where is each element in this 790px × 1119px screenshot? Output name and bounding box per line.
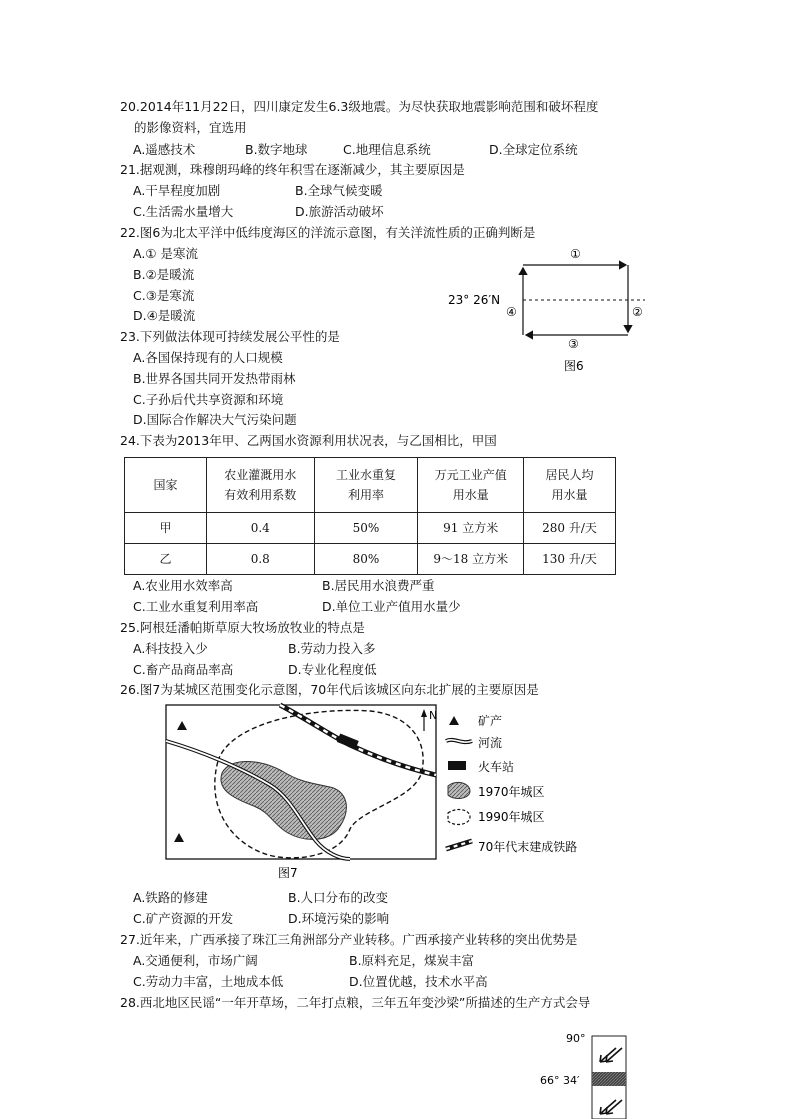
q22-option-b: B.②是暖流 <box>133 267 195 282</box>
q21-option-c: C.生活需水量增大 <box>133 204 234 219</box>
wind-belt-band <box>592 1072 626 1086</box>
current-1-label: ① <box>570 247 581 261</box>
q26-option-d: D.环境污染的影响 <box>288 911 390 926</box>
latitude-90-label: 90° <box>566 1032 586 1045</box>
q21-option-b: B.全球气候变暖 <box>295 183 383 198</box>
q23-option-b: B.世界各国共同开发热带雨林 <box>133 371 296 386</box>
figure-7-urban-map <box>160 701 600 887</box>
q24-option-a: A.农业用水效率高 <box>133 578 233 593</box>
q23-option-d: D.国际合作解决大气污染问题 <box>133 412 297 427</box>
q20-option-c: C.地理信息系统 <box>343 142 431 157</box>
legend-mine-icon <box>449 716 459 725</box>
q22-option-a: A.① 是寒流 <box>133 246 198 261</box>
q24-option-c: C.工业水重复利用率高 <box>133 599 259 614</box>
q26-option-a: A.铁路的修建 <box>133 890 208 905</box>
q25-option-b: B.劳动力投入多 <box>288 641 376 656</box>
header-irrigation: 农业灌溉用水 有效利用系数 <box>206 458 314 513</box>
q25-option-a: A.科技投入少 <box>133 641 208 656</box>
q24-option-d: D.单位工业产值用水量少 <box>322 599 461 614</box>
q22-option-d: D.④是暖流 <box>133 308 196 323</box>
current-2-label: ② <box>632 305 643 319</box>
table-cell: 50% <box>314 513 418 544</box>
q25-option-d: D.专业化程度低 <box>288 662 377 677</box>
map-legend <box>446 713 577 854</box>
header-country: 国家 <box>125 458 207 513</box>
table-row <box>125 544 616 575</box>
legend-station-label: 火车站 <box>478 760 515 774</box>
table-cell: 甲 <box>125 513 207 544</box>
q22-option-c: C.③是寒流 <box>133 288 195 303</box>
table-cell: 9～18 立方米 <box>418 544 524 575</box>
q21-option-a: A.干旱程度加剧 <box>133 183 221 198</box>
current-3-label: ③ <box>568 337 579 351</box>
q21-stem: 21.据观测，珠穆朗玛峰的终年积雪在逐渐减少，其主要原因是 <box>120 162 465 177</box>
latitude-6634-label: 66° 34′ <box>540 1074 580 1087</box>
q25-option-c: C.畜产品商品率高 <box>133 662 234 677</box>
q23-option-c: C.子孙后代共享资源和环境 <box>133 392 284 407</box>
q27-option-d: D.位置优越，技术水平高 <box>349 974 488 989</box>
header-industrial-reuse: 工业水重复 利用率 <box>314 458 418 513</box>
header-resident-water: 居民人均 用水量 <box>524 458 616 513</box>
legend-urban-1990-icon <box>448 810 470 825</box>
table-cell: 91 立方米 <box>418 513 524 544</box>
q24-stem: 24.下表为2013年甲、乙两国水资源利用状况表，与乙国相比，甲国 <box>120 433 497 448</box>
water-resources-table <box>124 457 616 575</box>
q20-option-d: D.全球定位系统 <box>489 142 578 157</box>
q26-option-b: B.人口分布的改变 <box>288 890 389 905</box>
q27-stem: 27.近年来，广西承接了珠江三角洲部分产业转移。广西承接产业转移的突出优势是 <box>120 932 578 947</box>
compass-label: N <box>429 709 438 722</box>
table-cell: 80% <box>314 544 418 575</box>
table-row <box>125 513 616 544</box>
table-cell: 130 升/天 <box>524 544 616 575</box>
legend-urban-1970-icon <box>448 782 470 798</box>
table-cell: 乙 <box>125 544 207 575</box>
figure-7-caption: 图7 <box>278 866 298 880</box>
q23-option-a: A.各国保持现有的人口规模 <box>133 350 283 365</box>
current-4-label: ④ <box>506 305 517 319</box>
q26-stem: 26.图7为某城区范围变化示意图，70年代后该城区向东北扩展的主要原因是 <box>120 682 539 697</box>
legend-railway-label: 70年代末建成铁路 <box>478 840 578 854</box>
q27-option-c: C.劳动力丰富，土地成本低 <box>133 974 284 989</box>
q24-option-b: B.居民用水浪费严重 <box>322 578 435 593</box>
q20-stem-line2: 的影像资料，宜选用 <box>134 120 247 135</box>
q26-option-c: C.矿产资源的开发 <box>133 911 234 926</box>
q27-option-a: A.交通便利，市场广阔 <box>133 953 258 968</box>
legend-urban-1970-label: 1970年城区 <box>478 785 545 799</box>
table-cell: 0.8 <box>206 544 314 575</box>
q20-option-b: B.数字地球 <box>245 142 308 157</box>
legend-railway-icon <box>446 841 472 849</box>
q20-stem-line1: 20.2014年11月22日，四川康定发生6.3级地震。为尽快获取地震影响范围和破坏程度 <box>120 99 599 114</box>
legend-river-label: 河流 <box>478 736 503 750</box>
q22-stem: 22.图6为北太平洋中低纬度海区的洋流示意图，有关洋流性质的正确判断是 <box>120 225 536 240</box>
q25-stem: 25.阿根廷潘帕斯草原大牧场放牧业的特点是 <box>120 620 365 635</box>
legend-urban-1990-label: 1990年城区 <box>478 810 545 824</box>
legend-station-icon <box>448 761 466 770</box>
table-cell: 0.4 <box>206 513 314 544</box>
q23-stem: 23.下列做法体现可持续发展公平性的是 <box>120 329 340 344</box>
header-industrial-output-water: 万元工业产值 用水量 <box>418 458 524 513</box>
table-cell: 280 升/天 <box>524 513 616 544</box>
figure-latitude-strip <box>540 1028 640 1119</box>
legend-mine-label: 矿产 <box>478 714 503 728</box>
q21-option-d: D.旅游活动破坏 <box>295 204 384 219</box>
figure-6-ocean-currents <box>440 244 660 374</box>
figure-6-caption: 图6 <box>564 359 584 373</box>
q27-option-b: B.原料充足，煤炭丰富 <box>349 953 475 968</box>
q20-option-a: A.遥感技术 <box>133 142 196 157</box>
latitude-label: 23° 26′N <box>448 293 501 307</box>
q28-stem: 28.西北地区民谣“一年开草场，二年打点粮，三年五年变沙梁”所描述的生产方式会导 <box>120 995 591 1010</box>
table-header-row <box>125 458 616 513</box>
